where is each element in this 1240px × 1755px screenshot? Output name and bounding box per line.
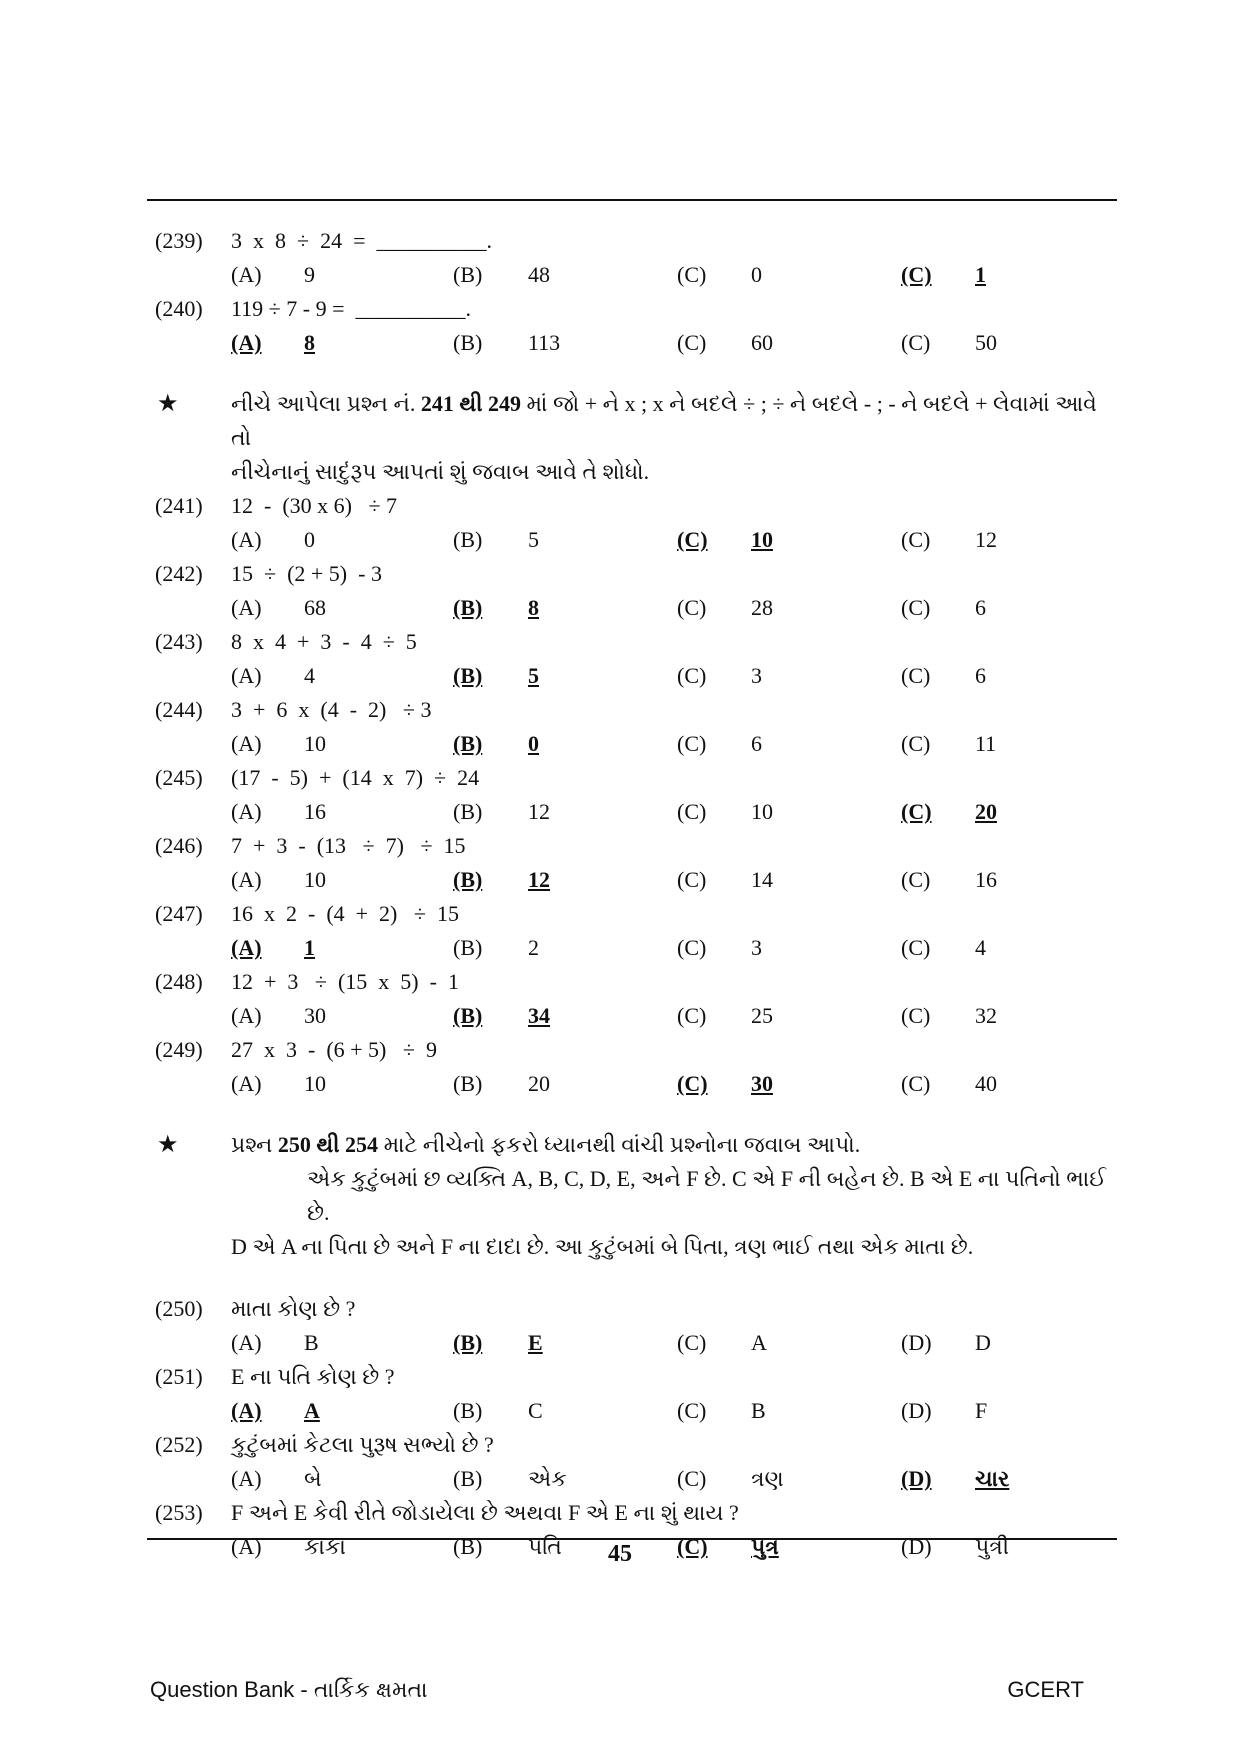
question-row — [147, 1496, 1117, 1530]
option-value: 16 — [304, 799, 326, 824]
question-text: E ના પતિ કોણ છે ? — [231, 1364, 395, 1389]
option-label: (B) — [453, 1534, 483, 1559]
option-label: (A) — [231, 867, 262, 892]
question-text: 8 x 4 + 3 - 4 ÷ 5 — [231, 629, 417, 654]
option-label: (C) — [677, 663, 707, 688]
question-number: (243) — [155, 629, 203, 654]
option-value: 4 — [304, 663, 315, 688]
correct-option-value: 10 — [751, 527, 773, 552]
option-value: 20 — [528, 1071, 550, 1096]
option-label: (B) — [453, 262, 483, 287]
option-value: D — [975, 1330, 991, 1355]
question-number: (251) — [155, 1364, 203, 1389]
question-number: (242) — [155, 561, 203, 586]
options-row — [147, 659, 1117, 693]
option-value: 30 — [304, 1003, 326, 1028]
option-value: A — [751, 1330, 767, 1355]
instruction-line-2: નીચેનાનું સાદુંરૂપ આપતાં શું જવાબ આવે તે શોધો. — [231, 459, 650, 484]
question-text: 12 - (30 x 6) ÷ 7 — [231, 493, 398, 518]
option-label: (A) — [231, 1330, 262, 1355]
option-label: (A) — [231, 527, 262, 552]
option-value: ત્રણ — [751, 1466, 784, 1491]
option-label: (C) — [677, 595, 707, 620]
option-value: 0 — [304, 527, 315, 552]
option-value: 32 — [975, 1003, 997, 1028]
option-value: 3 — [751, 663, 762, 688]
option-label: (C) — [901, 867, 931, 892]
option-value: 12 — [528, 799, 550, 824]
correct-option-label: (B) — [453, 867, 483, 892]
correct-option-value: 1 — [975, 262, 986, 287]
page-number: 45 — [608, 1541, 632, 1567]
correct-option-label: (B) — [453, 731, 483, 756]
question-row — [147, 1428, 1117, 1462]
option-value: F — [975, 1398, 988, 1423]
option-label: (D) — [901, 1398, 932, 1423]
footer-publisher: GCERT — [1007, 1677, 1084, 1702]
options-row — [147, 591, 1117, 625]
option-value: B — [304, 1330, 319, 1355]
correct-option-label: (A) — [231, 935, 262, 960]
option-label: (B) — [453, 527, 483, 552]
option-value: પુત્રી — [975, 1534, 1010, 1559]
option-label: (C) — [677, 1398, 707, 1423]
option-label: (C) — [901, 595, 931, 620]
question-number: (244) — [155, 697, 203, 722]
question-text: 7 + 3 - (13 ÷ 7) ÷ 15 — [231, 833, 466, 858]
question-text: 12 + 3 ÷ (15 x 5) - 1 — [231, 969, 459, 994]
option-value: 48 — [528, 262, 550, 287]
question-text: 16 x 2 - (4 + 2) ÷ 15 — [231, 901, 459, 926]
option-label: (C) — [901, 1071, 931, 1096]
option-value: 60 — [751, 330, 773, 355]
options-row — [147, 931, 1117, 965]
instruction-note-241-249 — [147, 387, 1117, 489]
instruction-line-1: પ્રશ્ન 250 થી 254 માટે નીચેનો ફકરો ધ્યાનથી વાંચી પ્રશ્નોના જવાબ આપો. — [231, 1132, 861, 1157]
question-text: માતા કોણ છે ? — [231, 1296, 356, 1321]
option-label: (C) — [901, 1003, 931, 1028]
options-row — [147, 523, 1117, 557]
correct-option-label: (B) — [453, 1330, 483, 1355]
option-label: (B) — [453, 1398, 483, 1423]
option-value: 0 — [751, 262, 762, 287]
option-value: 14 — [751, 867, 773, 892]
question-number: (250) — [155, 1296, 203, 1321]
correct-option-label: (C) — [677, 1534, 708, 1559]
option-label: (C) — [677, 1466, 707, 1491]
option-value: 28 — [751, 595, 773, 620]
option-label: (A) — [231, 1003, 262, 1028]
option-value: કાકા — [304, 1534, 346, 1559]
option-value: 12 — [975, 527, 997, 552]
option-label: (A) — [231, 1071, 262, 1096]
question-row — [147, 224, 1117, 258]
option-label: (D) — [901, 1534, 932, 1559]
correct-option-value: 0 — [528, 731, 539, 756]
option-value: C — [528, 1398, 543, 1423]
correct-option-value: 1 — [304, 935, 315, 960]
correct-option-label: (A) — [231, 330, 262, 355]
question-row — [147, 1292, 1117, 1326]
question-number: (253) — [155, 1500, 203, 1525]
option-label: (C) — [901, 935, 931, 960]
question-text: 27 x 3 - (6 + 5) ÷ 9 — [231, 1037, 437, 1062]
correct-option-value: E — [528, 1330, 543, 1355]
correct-option-label: (C) — [677, 1071, 708, 1096]
instruction-line-1: નીચે આપેલા પ્રશ્ન નં. 241 થી 249 માં જો + ને x ; x ને બદલે ÷ ; ÷ ને બદલે - ; - ને બદલે + લેવામાં આવે તો — [231, 391, 1097, 450]
star-icon: ★ — [157, 1132, 179, 1158]
option-label: (C) — [677, 935, 707, 960]
option-value: 3 — [751, 935, 762, 960]
correct-option-value: 5 — [528, 663, 539, 688]
option-value: 5 — [528, 527, 539, 552]
option-label: (B) — [453, 1071, 483, 1096]
option-value: 25 — [751, 1003, 773, 1028]
option-value: 16 — [975, 867, 997, 892]
correct-option-label: (C) — [677, 527, 708, 552]
question-row — [147, 557, 1117, 591]
option-value: 113 — [528, 330, 561, 355]
question-number: (247) — [155, 901, 203, 926]
option-label: (C) — [677, 1003, 707, 1028]
option-label: (A) — [231, 1534, 262, 1559]
question-text: 119 ÷ 7 - 9 = __________. — [231, 296, 471, 321]
option-value: 50 — [975, 330, 997, 355]
correct-option-label: (B) — [453, 595, 483, 620]
options-row — [147, 795, 1117, 829]
correct-option-value: A — [304, 1398, 320, 1423]
question-text: (17 - 5) + (14 x 7) ÷ 24 — [231, 765, 480, 790]
question-text: 3 x 8 ÷ 24 = __________. — [231, 228, 492, 253]
question-number: (241) — [155, 493, 203, 518]
question-content — [147, 224, 1117, 1564]
option-label: (D) — [901, 1330, 932, 1355]
option-value: 2 — [528, 935, 539, 960]
option-label: (B) — [453, 1466, 483, 1491]
option-value: 68 — [304, 595, 326, 620]
option-label: (A) — [231, 731, 262, 756]
option-label: (C) — [901, 663, 931, 688]
options-row — [147, 727, 1117, 761]
option-value: 9 — [304, 262, 315, 287]
correct-option-label: (A) — [231, 1398, 262, 1423]
option-label: (B) — [453, 935, 483, 960]
option-label: (C) — [901, 330, 931, 355]
correct-option-label: (B) — [453, 1003, 483, 1028]
question-number: (239) — [155, 228, 203, 253]
option-value: પતિ — [528, 1534, 562, 1559]
question-row — [147, 1360, 1117, 1394]
option-value: 10 — [751, 799, 773, 824]
question-row — [147, 489, 1117, 523]
option-label: (A) — [231, 262, 262, 287]
question-row — [147, 292, 1117, 326]
options-row — [147, 1462, 1117, 1496]
question-number: (248) — [155, 969, 203, 994]
question-number: (246) — [155, 833, 203, 858]
option-label: (C) — [901, 731, 931, 756]
question-row — [147, 761, 1117, 795]
correct-option-value: ચાર — [975, 1466, 1010, 1491]
star-icon: ★ — [157, 391, 179, 417]
question-number: (252) — [155, 1432, 203, 1457]
options-row — [147, 1326, 1117, 1360]
options-row — [147, 326, 1117, 360]
option-value: 6 — [975, 595, 986, 620]
option-label: (C) — [901, 527, 931, 552]
option-value: 11 — [975, 731, 997, 756]
option-label: (A) — [231, 595, 262, 620]
correct-option-value: 12 — [528, 867, 550, 892]
question-group-250-253 — [147, 1292, 1117, 1564]
correct-option-value: પુત્ર — [751, 1534, 779, 1559]
option-label: (C) — [677, 867, 707, 892]
bottom-rule — [147, 1538, 1117, 1540]
question-number: (249) — [155, 1037, 203, 1062]
option-value: 6 — [751, 731, 762, 756]
options-row — [147, 1394, 1117, 1428]
question-group-239-240 — [147, 224, 1117, 360]
option-value: 40 — [975, 1071, 997, 1096]
question-row — [147, 965, 1117, 999]
correct-option-value: 20 — [975, 799, 997, 824]
question-text: કુટુંબમાં કેટલા પુરૂષ સભ્યો છે ? — [231, 1432, 494, 1457]
option-label: (B) — [453, 330, 483, 355]
top-rule — [147, 199, 1117, 201]
question-row — [147, 693, 1117, 727]
options-row — [147, 1067, 1117, 1101]
question-row — [147, 897, 1117, 931]
correct-option-label: (C) — [901, 799, 932, 824]
option-value: 6 — [975, 663, 986, 688]
options-row — [147, 863, 1117, 897]
correct-option-label: (D) — [901, 1466, 932, 1491]
option-value: 4 — [975, 935, 986, 960]
option-label: (C) — [677, 1330, 707, 1355]
question-number: (245) — [155, 765, 203, 790]
option-value: બે — [304, 1466, 322, 1491]
option-label: (A) — [231, 663, 262, 688]
option-label: (C) — [677, 799, 707, 824]
passage-line-2: D એ A ના પિતા છે અને F ના દાદા છે. આ કુટુંબમાં બે પિતા, ત્રણ ભાઈ તથા એક માતા છે. — [231, 1234, 974, 1259]
options-row — [147, 999, 1117, 1033]
option-label: (A) — [231, 1466, 262, 1491]
option-label: (C) — [677, 330, 707, 355]
option-value: એક — [528, 1466, 567, 1491]
correct-option-value: 8 — [304, 330, 315, 355]
options-row — [147, 258, 1117, 292]
option-value: 10 — [304, 867, 326, 892]
correct-option-value: 30 — [751, 1071, 773, 1096]
question-row — [147, 1033, 1117, 1067]
footer-title: Question Bank - તાર્કિક ક્ષમતા — [150, 1677, 428, 1702]
question-group-241-249 — [147, 489, 1117, 1101]
instruction-note-250-254 — [147, 1128, 1117, 1264]
option-label: (C) — [677, 731, 707, 756]
question-row — [147, 829, 1117, 863]
question-text: 15 ÷ (2 + 5) - 3 — [231, 561, 382, 586]
question-text: 3 + 6 x (4 - 2) ÷ 3 — [231, 697, 432, 722]
option-label: (A) — [231, 799, 262, 824]
option-label: (C) — [677, 262, 707, 287]
correct-option-value: 8 — [528, 595, 539, 620]
passage-line-1: એક કુટુંબમાં છ વ્યક્તિ A, B, C, D, E, અને F છે. C એ F ની બહેન છે. B એ E ના પતિનો ભાઈ છે. — [307, 1166, 1107, 1225]
option-value: 10 — [304, 731, 326, 756]
option-value: 10 — [304, 1071, 326, 1096]
correct-option-value: 34 — [528, 1003, 550, 1028]
correct-option-label: (B) — [453, 663, 483, 688]
correct-option-label: (C) — [901, 262, 932, 287]
option-label: (B) — [453, 799, 483, 824]
question-row — [147, 625, 1117, 659]
question-number: (240) — [155, 296, 203, 321]
option-value: B — [751, 1398, 766, 1423]
question-text: F અને E કેવી રીતે જોડાયેલા છે અથવા F એ E ના શું થાય ? — [231, 1500, 739, 1525]
